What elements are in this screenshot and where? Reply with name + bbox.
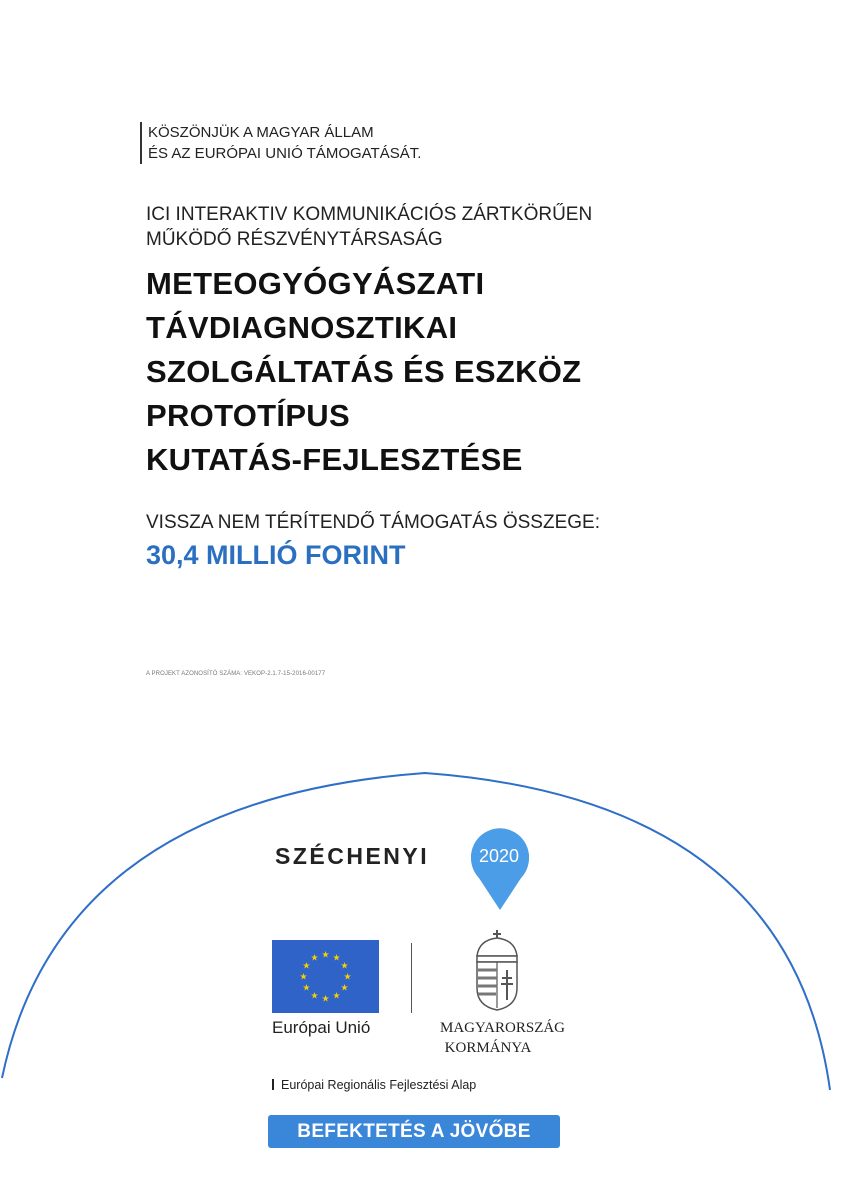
grant-amount: 30,4 MILLIÓ FORINT (146, 540, 406, 570)
szechenyi-logo-text: SZÉCHENYI (275, 843, 430, 869)
title-line: SZOLGÁLTATÁS ÉS ESZKÖZ (146, 354, 582, 389)
fund-name (272, 1078, 476, 1092)
gov-line-2: KORMÁNYA (444, 1040, 532, 1056)
eu-star-icon: ★ (302, 960, 311, 971)
grant-label: VISSZA NEM TÉRÍTENDŐ TÁMOGATÁS ÖSSZEGE: (146, 512, 600, 533)
slogan-banner: BEFEKTETÉS A JÖVŐBE (268, 1115, 560, 1148)
eu-star-icon: ★ (340, 982, 349, 993)
title-line: TÁVDIAGNOSZTIKAI (146, 310, 458, 345)
eu-star-icon: ★ (310, 990, 319, 1001)
title-line: KUTATÁS-FEJLESZTÉSE (146, 442, 523, 477)
government-label (440, 1018, 566, 1058)
thanks-line-2: ÉS AZ EURÓPAI UNIÓ TÁMOGATÁSÁT. (148, 145, 422, 162)
eu-star-icon: ★ (302, 982, 311, 993)
company-line-2: MŰKÖDŐ RÉSZVÉNYTÁRSASÁG (146, 229, 443, 250)
eu-star-icon: ★ (321, 949, 330, 960)
eu-label: Európai Unió (272, 1018, 371, 1037)
fund-bar (272, 1079, 274, 1090)
eu-star-icon: ★ (321, 993, 330, 1004)
gov-line-1: MAGYARORSZÁG (440, 1020, 566, 1036)
eu-star-icon: ★ (310, 952, 319, 963)
title-line: METEOGYÓGYÁSZATI (146, 266, 485, 301)
eu-star-icon: ★ (343, 971, 352, 982)
project-id: A PROJEKT AZONOSÍTÓ SZÁMA: VEKOP-2.1.7-15-2016-00177 (146, 671, 326, 677)
szechenyi-year: 2020 (478, 846, 520, 866)
szechenyi-pin-icon (465, 828, 535, 918)
title-line: PROTOTÍPUS (146, 398, 350, 433)
eu-star-icon: ★ (299, 971, 308, 982)
logo-divider (411, 943, 412, 1013)
hungary-coat-of-arms-icon (469, 928, 525, 1012)
eu-star-icon: ★ (332, 990, 341, 1001)
company-line-1: ICI INTERAKTIV KOMMUNIKÁCIÓS ZÁRTKÖRŰEN (146, 204, 593, 225)
eu-flag-icon (272, 940, 379, 1013)
eu-star-icon: ★ (332, 952, 341, 963)
eu-star-icon: ★ (340, 960, 349, 971)
thanks-line-1: KÖSZÖNJÜK A MAGYAR ÁLLAM (148, 124, 374, 141)
fund-label: Európai Regionális Fejlesztési Alap (281, 1078, 477, 1092)
